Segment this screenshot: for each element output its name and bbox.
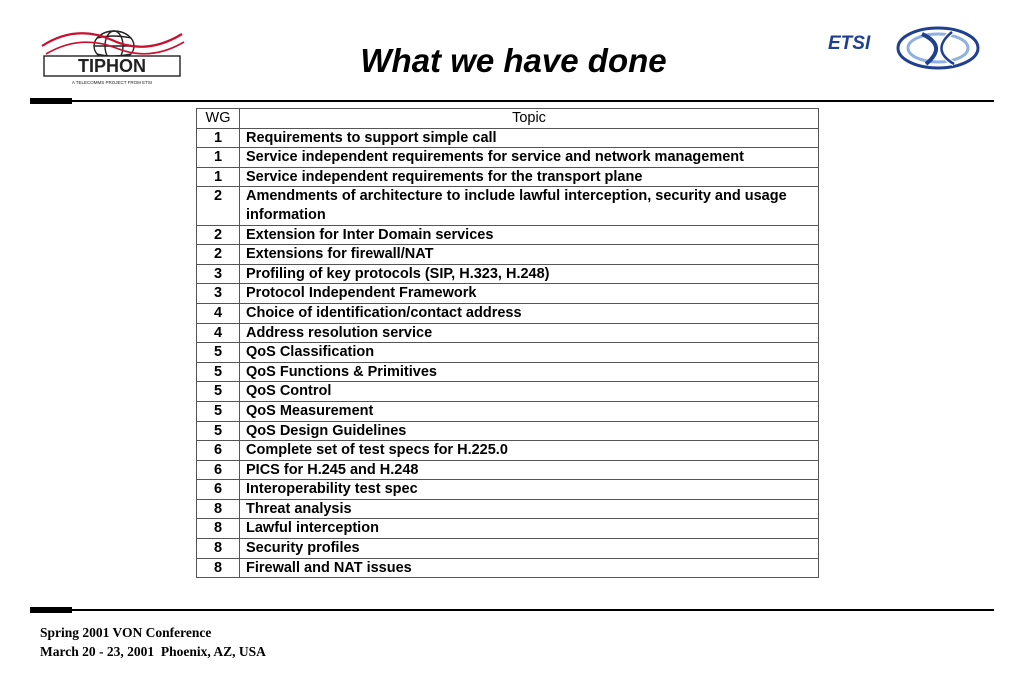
table-row (197, 499, 819, 519)
footer-divider-accent (30, 607, 72, 613)
cell-wg: 8 (197, 499, 240, 519)
table-row (197, 421, 819, 441)
cell-topic: QoS Measurement (240, 401, 819, 421)
table-row (197, 382, 819, 402)
cell-wg: 4 (197, 303, 240, 323)
table-row (197, 558, 819, 578)
cell-wg: 6 (197, 460, 240, 480)
table-row (197, 362, 819, 382)
table-row (197, 401, 819, 421)
cell-wg: 8 (197, 539, 240, 559)
table-row (197, 519, 819, 539)
header-divider (30, 100, 994, 102)
table-row (197, 167, 819, 187)
cell-topic: Lawful interception (240, 519, 819, 539)
topics-table (196, 108, 819, 578)
cell-wg: 1 (197, 148, 240, 168)
cell-topic: QoS Classification (240, 343, 819, 363)
table-header-row (197, 109, 819, 129)
cell-wg: 1 (197, 167, 240, 187)
cell-wg: 8 (197, 558, 240, 578)
cell-wg: 6 (197, 480, 240, 500)
cell-topic: Security profiles (240, 539, 819, 559)
table-row (197, 539, 819, 559)
cell-wg: 2 (197, 187, 240, 225)
cell-topic: Profiling of key protocols (SIP, H.323, H.248) (240, 264, 819, 284)
cell-topic: Service independent requirements for the transport plane (240, 167, 819, 187)
cell-topic: Choice of identification/contact address (240, 303, 819, 323)
cell-wg: 2 (197, 225, 240, 245)
cell-topic: QoS Control (240, 382, 819, 402)
header-divider-accent (30, 98, 72, 104)
cell-wg: 5 (197, 421, 240, 441)
cell-topic: QoS Functions & Primitives (240, 362, 819, 382)
footer-divider (30, 609, 994, 611)
footer-date-location: March 20 - 23, 2001 Phoenix, AZ, USA (40, 644, 266, 659)
cell-wg: 4 (197, 323, 240, 343)
etsi-logo-text: ETSI (828, 33, 871, 54)
cell-wg: 5 (197, 382, 240, 402)
cell-topic: Threat analysis (240, 499, 819, 519)
cell-topic: Requirements to support simple call (240, 128, 819, 148)
cell-wg: 8 (197, 519, 240, 539)
table-row (197, 148, 819, 168)
table-row (197, 245, 819, 265)
cell-topic: Protocol Independent Framework (240, 284, 819, 304)
cell-topic: QoS Design Guidelines (240, 421, 819, 441)
table-row (197, 480, 819, 500)
table-row (197, 128, 819, 148)
table-row (197, 284, 819, 304)
cell-wg: 1 (197, 128, 240, 148)
table-row (197, 441, 819, 461)
table-row (197, 323, 819, 343)
cell-wg: 6 (197, 441, 240, 461)
cell-topic: Amendments of architecture to include lawful interception, security and usage information (240, 187, 819, 225)
cell-topic: Service independent requirements for service and network management (240, 148, 819, 168)
cell-wg: 5 (197, 343, 240, 363)
cell-topic: Firewall and NAT issues (240, 558, 819, 578)
table-row (197, 225, 819, 245)
etsi-logo (826, 24, 984, 78)
table-row (197, 343, 819, 363)
table-body (197, 128, 819, 578)
column-header-wg: WG (197, 109, 240, 129)
column-header-topic: Topic (240, 109, 819, 129)
cell-wg: 5 (197, 362, 240, 382)
cell-topic: Complete set of test specs for H.225.0 (240, 441, 819, 461)
cell-wg: 3 (197, 284, 240, 304)
table-row (197, 264, 819, 284)
cell-topic: Extensions for firewall/NAT (240, 245, 819, 265)
cell-topic: PICS for H.245 and H.248 (240, 460, 819, 480)
tiphon-logo-text: TIPHON (77, 56, 147, 76)
table-row (197, 460, 819, 480)
table-row (197, 187, 819, 225)
footer (40, 623, 266, 661)
table-row (197, 303, 819, 323)
cell-topic: Extension for Inter Domain services (240, 225, 819, 245)
cell-wg: 3 (197, 264, 240, 284)
footer-conference: Spring 2001 VON Conference (40, 625, 212, 640)
cell-topic: Interoperability test spec (240, 480, 819, 500)
cell-wg: 2 (197, 245, 240, 265)
etsi-swirl-icon (898, 28, 978, 68)
cell-topic: Address resolution service (240, 323, 819, 343)
page-title: What we have done (360, 42, 667, 79)
tiphon-logo-tagline: A TELECOMMS PROJECT FROM ETSI (71, 80, 153, 85)
cell-wg: 5 (197, 401, 240, 421)
